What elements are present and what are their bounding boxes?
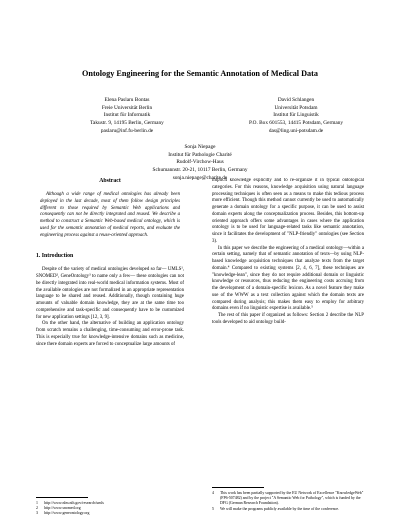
author-institute: Institut für Informatik — [103, 112, 151, 119]
right-column-body — [212, 178, 364, 327]
footnote-number: 1 — [36, 501, 38, 505]
footnote-number: 2 — [36, 506, 38, 511]
author-name: Elena Paslaru Bontas — [104, 97, 150, 103]
author-block-1 — [68, 97, 186, 136]
footnote-link[interactable]: http://www.snomed.org — [44, 506, 81, 511]
footnote-link[interactable]: http://www.nlm.nih.gov/research/umls — [44, 501, 104, 505]
footnote-number: 4 — [212, 491, 214, 495]
footnotes-right — [212, 487, 364, 512]
section-heading-introduction: 1. Introduction — [36, 253, 74, 260]
author-affiliation: Institut für Pathologie Charité — [168, 151, 232, 158]
footnote-text: We will make the programs publicly available by the time of the conference. — [220, 506, 340, 511]
author-email: paslaru@inf.fu-berlin.de — [100, 127, 154, 134]
left-column — [36, 178, 184, 514]
footnote-link[interactable]: http://www.geneontology.org — [44, 511, 90, 516]
author-block-2 — [212, 97, 380, 136]
right-column — [212, 178, 364, 514]
paragraph: Despite of the variety of medical ontologies developed so far— UMLS¹, SNOMED², GeneOntology³ to name only a few— these ontologies can not be directly integrated into real-world medical information systems. Most of the available ontologies are not formalized in an appropriate representation language to be shared and reused. Additionally, though containing huge amounts of valuable domain knowledge, they are at the same time too comprehensive and task-specific and consequently have to be customized for new application settings [12, 3, 9]. — [36, 267, 184, 320]
author-email: sonja.niepage@charite.de — [172, 174, 228, 181]
footnote — [212, 491, 364, 507]
author-address: Schumannstr. 20-21, 10117 Berlin, Germany — [152, 167, 248, 174]
footnote-rule — [36, 497, 88, 498]
abstract-heading: Abstract — [99, 178, 121, 184]
author-email: das@ling.uni-potsdam.de — [268, 127, 324, 134]
author-affiliation: Freie Universität Berlin — [101, 104, 153, 111]
paper-title: Ontology Engineering for the Semantic Annotation of Medical Data — [82, 69, 318, 78]
author-affiliation: Universität Potsdam — [274, 104, 318, 111]
paragraph: The rest of this paper if organized as follows: Section 2 describe the NLP tools developed to aid ontology build- — [212, 313, 364, 325]
author-name: Sonja Niepage — [184, 144, 216, 150]
abstract-text: Although a wide range of medical ontologies has already been deployed in the last decade, most of them follow design principles different to those required by Semantic Web applications and consequently can not be directly integrated and reused. We describe a method to construct a Semantic Web-based medical ontology, which is used for the semantic annotation of medical reports, and evaluate the engineering process against a reuse-oriented approach. — [40, 192, 180, 238]
footnote-number: 3 — [36, 511, 38, 516]
paragraph: In this paper we describe the engineering of a medical ontology—within a certain setting, namely that of semantic annotation of texts—by using NLP-based knowledge acquisition techniques that analyze texts from the target domain.⁴ Compared to existing systems [2, 4, 6, 7], these techniques are "knowledge-lean", since they do not require additional domain or linguistic knowledge or resources, thus reducing the engineering costs accruing from the development of a domain-specific lexicon. As a novel feature they make use of the WWW as a text collection against which the domain texts are compared during analysis; this makes them easy to employ for arbitrary domains even if no linguistic expertise is available.⁵ — [212, 245, 364, 312]
footnote-number: 5 — [212, 506, 214, 511]
author-name: David Schlangen — [277, 97, 315, 103]
footnote — [36, 511, 184, 516]
author-address: Takustr. 9, 14195 Berlin, Germany — [90, 120, 164, 127]
author-institute: Institut für Linguistik — [273, 112, 319, 119]
author-address: P.O. Box 601553, 14415 Potsdam, Germany — [248, 120, 344, 127]
author-block-3 — [120, 144, 280, 183]
footnote — [212, 507, 364, 512]
introduction-body — [36, 267, 184, 348]
paragraph: On the other hand, the alternative of building an application ontology from scratch remains a challenging, time-consuming and error-prone task. This is especially true for knowledge-intensive domains such as medicine, since there domain experts are forced to conceptualize large amounts of — [36, 321, 184, 347]
footnote-rule — [212, 487, 264, 488]
paragraph: implicit knowledge explicitly and to re-organize it in typical ontological categories. For this reasons, knowledge acquisition using natural language processing techniques is often seen as a means to make this tedious process more efficient. Though this method cannot currently be used to automatically generate a domain ontology for a specific purpose, it can be used to assist domain experts along the conceptualization process. Besides, this bottom-up oriented approach offers some advantages in cases where the application ontology is to be used for language-related tasks like semantic annotation, since it facilitates the development of "NLP-friendly" ontologies (see Section 3). — [212, 178, 364, 244]
footnote-text: This work has been partially supported by the EU Network of Excellence "KnowledgeWeb" (FP6-507482) and by the project "A Semantic Web for Pathology", which is funded by the DFG (German Research Foundation). — [220, 491, 364, 506]
footnotes-left — [36, 497, 184, 517]
author-institute: Rudolf-Virchow-Haus — [176, 159, 224, 166]
